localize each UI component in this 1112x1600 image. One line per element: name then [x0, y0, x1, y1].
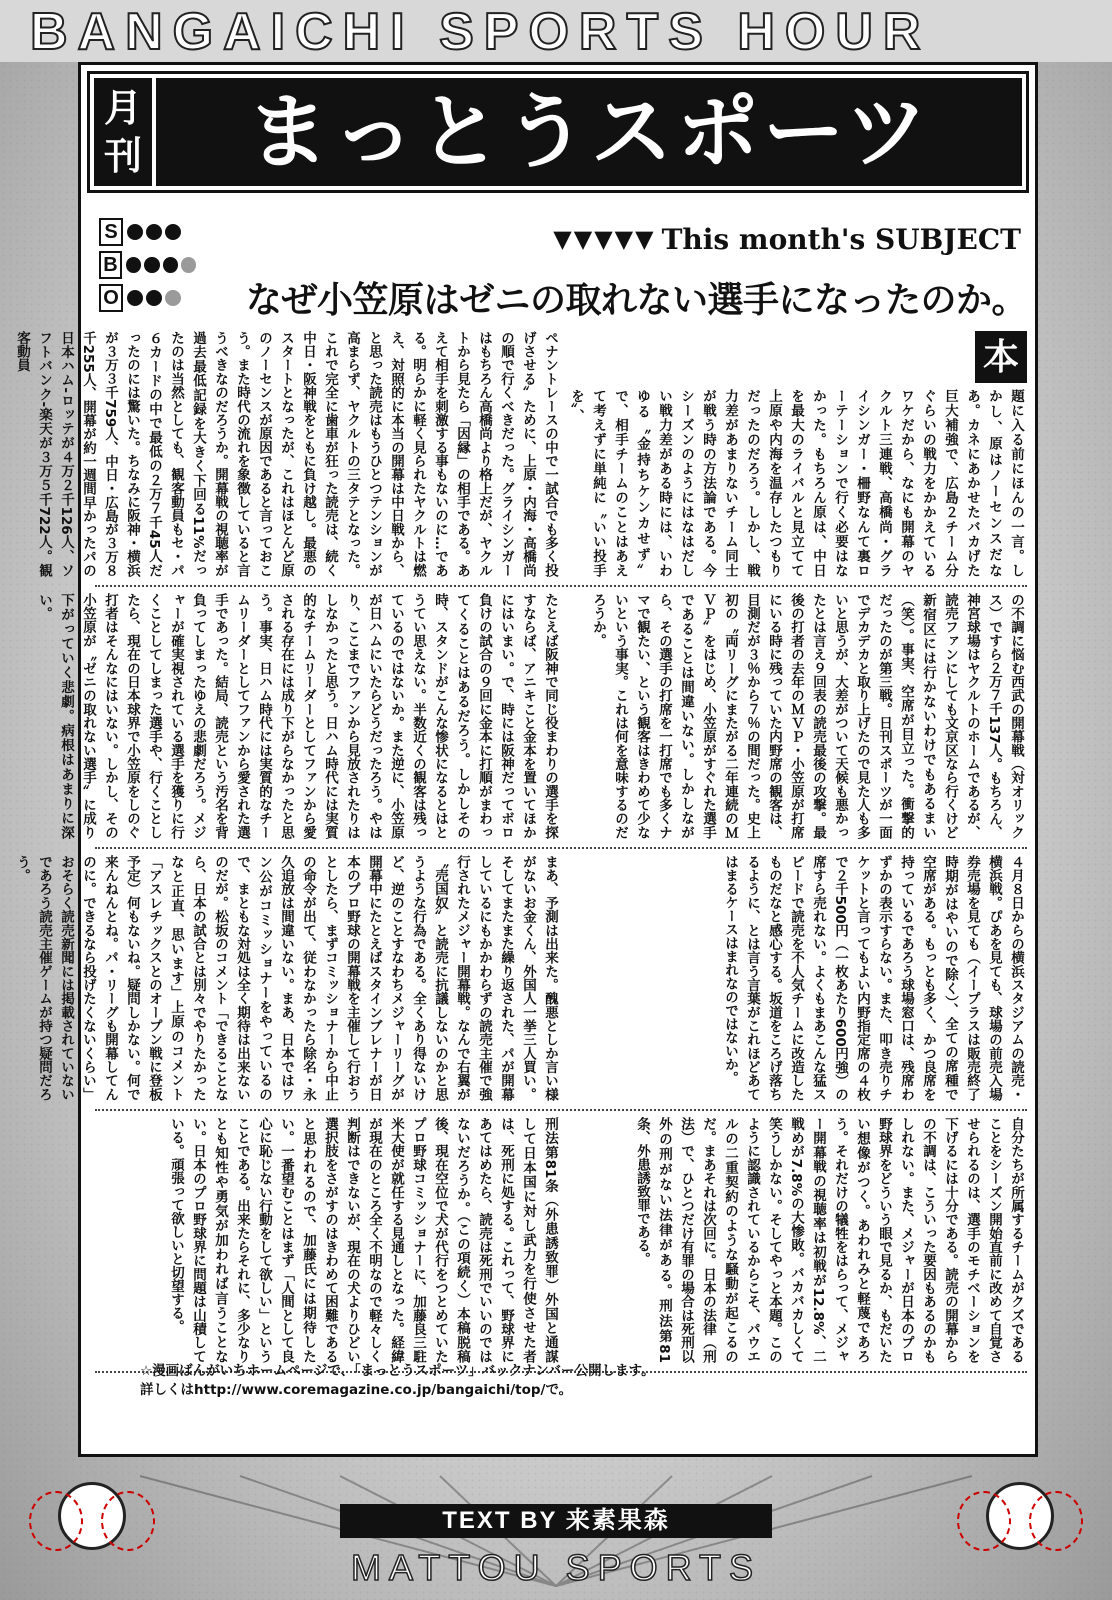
- sbo-row-ball: [99, 248, 199, 281]
- count-dot-icon: [165, 224, 181, 240]
- baseball-icon: [986, 1482, 1054, 1550]
- article-tier-3: [14, 855, 1027, 1105]
- footer: [0, 1456, 1112, 1600]
- article-tier-1: [14, 331, 1027, 581]
- tier-divider: [95, 847, 1027, 849]
- article-column: 自分たちが所属するチームがクズであることをシーズン開始直前に改めて自覚させられるのは、選手のモチベーションを下げるには十分である。読売の開幕からの不調は、こういった要因もあるのかもしれない。また、メジャーが日本のプロ野球界をどういう眼で見るか、もだいたい想像がつく。あわれみと軽蔑であろう。それだけの犠牲をはらって、メジャー開幕戦の視聴率は初戦が12.8%、二戦めが7.8%の大惨敗。バカバカしくて笑うしかない。そしてやっと本題。このように認識されているからこそ、パウエルの二重契約のような騒動が起こるのだ。まあそれは次回に。日本の法律（刑法）で、ひとつだけ有罪の場合は死刑以外の刑がない法律がある。刑法第81条、外患誘致罪である。: [634, 1117, 1024, 1363]
- sbo-count-indicator: [99, 215, 199, 315]
- down-triangle-icon: ▼: [635, 225, 654, 253]
- down-triangle-icon: ▼: [614, 225, 634, 253]
- down-triangle-icon: ▼: [573, 225, 593, 253]
- header-band-text: BANGAICHI SPORTS HOUR: [30, 3, 931, 61]
- count-dot-icon: [146, 224, 162, 240]
- article-frame: [14, 62, 1038, 1457]
- article-body: [14, 331, 1027, 1411]
- article-column: まあ、予測は出来た。醜悪としか言い様がないお金くん、外国人一挙三人買い。そしてまたまた繰り返された、パが開幕しているにもかかわらずの読売主催で強行されたメジャー開幕戦。なんで右翼が〝売国奴〟と読売に抗議しないのかと思うような行為である。全くあり得ないけど、逆のことすなわちメジャーリーグが開幕中にたとえばスタインブレナーが日本のプロ野球の開幕戦を主催して行おうとしたら、まずコミッショナーから中止の命令が出て、従わなかったら除名・永久追放は間違いない。まあ、日本ではワン公がコミッショナーをやっているので、まともな対処は全く期待は出来ないのだが。松坂のコメント「できることなら、日本の試合とは別々でやりたかったなと正直、思います」上原のコメント「アスレチックスとのオープン戦に登板予定）何もないね。疑問しかない。何で来んねんとね。パ・リーグも開幕してんのに。できるなら投げたくないくらい」おそらく読売新聞には掲載されていないであろう読売主催ゲームが持つ疑問だろう。: [14, 855, 558, 1101]
- author-credit: TEXT BY 来素果森: [340, 1504, 772, 1538]
- count-dot-icon: [163, 257, 178, 273]
- monthly-char-2: 刊: [103, 133, 142, 178]
- subject-label: This month's SUBJECT: [661, 222, 1021, 256]
- baseball-icon: [58, 1482, 126, 1550]
- sbo-row-strike: [99, 215, 199, 248]
- down-triangle-icon: ▼: [594, 225, 613, 253]
- down-triangle-icon: ▼: [553, 225, 572, 253]
- article-column: たとえば阪神で同じ役まわりの選手を探すならば、アニキこと金本を置いてほかにはいまい。で、時には阪神だってボロ負けの試合の９回に金本に打順がまわってくることはあるだろう。しかしその時、スタンドがこんな惨状になるとはとうてい思えない。半数近くの観客は残っているのではないか。また逆に、小笠原が日ハムにいたらどうだったろう。やはり、ここまでファンから見放されたりはしなかったと思う。日ハム時代には実質的なチームリーダーとしてファンから愛される存在には成り下がらなかったと思う。事実、日ハム時代には実質的なチームリーダーとしてファンから愛された選手であった。結局、読売という汚名を背負ってしまったゆえの悲劇だろう。メジャーが確実視されている選手を獲りに行くことしてしまった選手や、行くことしたら、現在の日本球界で小笠原をしのぐ打者はそんなにはいない。しかし、その小笠原が〝ゼニの取れない選手〟に成り下がっていく悲劇。病根はあまりに深い。: [36, 593, 558, 839]
- headline: なぜ小笠原はゼニの取れない選手になったのか。: [245, 280, 1027, 321]
- article-tier-2: [36, 593, 1027, 843]
- sbo-letter-b: B: [99, 251, 122, 279]
- article-column: ４月８日からの横浜スタジアムの読売・横浜戦。ぴあを見ても、球場の前売入場券売場を見ても（イープラスは販売終了時期がはやいので除く）、全ての席種で空席がある。もっとも多く、かつ良席を持っているであろう球場窓口は、残席わずかの表示すらない。また、叩き売りチケットと言ってもよい内野指定席の４枚で２千500円（一枚あたり600円強）の席すら売れない。よくもまあこんな猛スピードで読売を不人気チームに改造したものだなと感心する。坂道をころげ落ちるように、とは言う言葉がこれほどあてはまるケースはまれなのではないか。: [722, 855, 1024, 1101]
- header-band: [0, 0, 1112, 62]
- sbo-row-out: [99, 281, 199, 314]
- count-dot-icon: [144, 257, 159, 273]
- page-title: まっとうスポーツ: [156, 78, 1022, 186]
- monthly-badge: [94, 78, 152, 186]
- sbo-letter-o: O: [99, 284, 123, 312]
- count-dot-icon: [126, 257, 141, 273]
- tier-divider: [95, 1109, 1027, 1111]
- tier-divider: [95, 585, 1027, 587]
- notice-line-2: 詳しくはhttp://www.coremagazine.co.jp/bangaichi/top/で。: [140, 1382, 573, 1398]
- footer-logo-text: MATTOU SPORTS: [350, 1547, 762, 1588]
- count-dot-icon: [127, 224, 143, 240]
- article-column: 題に入る前にほんの一言。しかし、原はノーセンスだなあ。カネにあかせたバカげた巨大補強で、広島２チーム分ぐらいの戦力をかかえているワケだから、なにも開幕のヤクルト三連戦、高橋尚・グライシンガー・柵野なんて裏ローテーションで行く必要はなかった。もちろん原は、中日を最大のライバルと見立てて上原や内海を温存したつもりだったのだろう。しかし、戦力差があまりないチーム同士が戦う時の方法論である。今シーズンのようにはなはだしい戦力差がある時には、いわゆる〝金持ちケンカせず〟で、相手チームのことはあえて考えずに単純に〝いい投手を〟、: [568, 389, 1024, 577]
- count-dot-icon: [146, 290, 162, 306]
- count-dot-icon: [181, 257, 196, 273]
- title-block: [87, 71, 1029, 193]
- count-dot-icon: [127, 290, 143, 306]
- subject-banner: [481, 217, 1021, 261]
- count-dot-icon: [165, 290, 181, 306]
- sbo-letter-s: S: [99, 218, 123, 246]
- notice-line-1: ☆漫画ばんがいちホームページで、「まっとうスポーツ」バックナンバー公開します。: [140, 1363, 655, 1379]
- article-tier-4: [95, 1117, 1027, 1367]
- article-column: 刑法第81条（外患誘致罪）外国と通謀して日本国に対し武力を行使させた者は、死刑に処する。これって、野球界にあてはめたら、読売は死刑でいいのではないだろうか。（この項続く）本稿脱稿後、現在空位で犬が代行をつとめていたプロ野球コミッショナーに、加藤良三駐米大使が就任する見通しとなった。経緯が現在のところ全く不明なので軽々しく判断はできないが、現在の犬よりひどい選択肢をさがすのはきわめて困難であると思われるので、加藤氏には期待したい。一番望むことはまず「人間として良心に恥じない行動をして欲しい」ということである。出来たらそれに、多少なりとも知性や勇気が加われば言うことない。日本のプロ野球界に問題は山積している。頑張って欲しいと切望する。: [168, 1117, 558, 1363]
- kicker-badge: 本: [975, 331, 1027, 383]
- article-column: の不調に悩む西武の開幕戦（対オリックス）ですら２万７千137人。もちろん、神宮球場はヤクルトのホームであるが、読売ファンにしても文京区なら行くけど新宿区には行かないわけでもあるまい（笑）。事実、空席が目立った。衝撃的だったのが第三戦。日刊スポーツが一面でデカデカと取り上げたので見た人も多いと思うが、大差がついて天候も悪かったとは言え９回表の読売最後の攻撃。最後の打者の去年のＭＶＰ・小笠原が打席にいる時に残っていた内野席の観客は、目測だが３％から７％の間だった。史上初の〝両リーグにまたがる二年連続のＭＶＰ〟をはじめ、小笠原がすぐれた選手であることは間違いない。しかしながら、その選手の打席を一打席でも多くナマで観たい、という観客はきわめて少ないという事実。これは何を意味するのだろうか。: [590, 593, 1024, 839]
- monthly-char-1: 月: [103, 85, 142, 130]
- website-notice: [140, 1362, 960, 1402]
- article-column: ペナントレースの中で一試合でも多く投げさせる〟ために、上原・内海・高橋尚の順で行くべきだった。グライシンガーはもちろん高橋尚より格上だが、ヤクルトから見たら「因縁」の相手である。あえて相手を刺激する事もないのに…である。明らかに軽く見られたヤクルトは燃え、対照的に本当の開幕は中日戦から、と思った読売はもうひとつテンションが高まらず、ヤクルトの三タテとなった。これで完全に歯車が狂った読売は、続く中日・阪神戦をともに負け越し。最悪のスタートとなったが、これはほとんど原のノーセンスが原因であると言っておこう。また時代の流れを象徴していると言うべきなのだろうか。開幕戦の視聴率が過去最低記録を大きく下回る11%だったのは当然としても、観客動員もセ・パ６カードの中で最低の２万７千45人だったのには驚いた。ちなみに阪神・横浜が３万３千759人、中日・広島が３万８千255人、開幕が約一週間早かったパの日本ハム-ロッテが４万２千126人、ソフトバンク-楽天が３万５千722人。観客動員: [14, 331, 558, 577]
